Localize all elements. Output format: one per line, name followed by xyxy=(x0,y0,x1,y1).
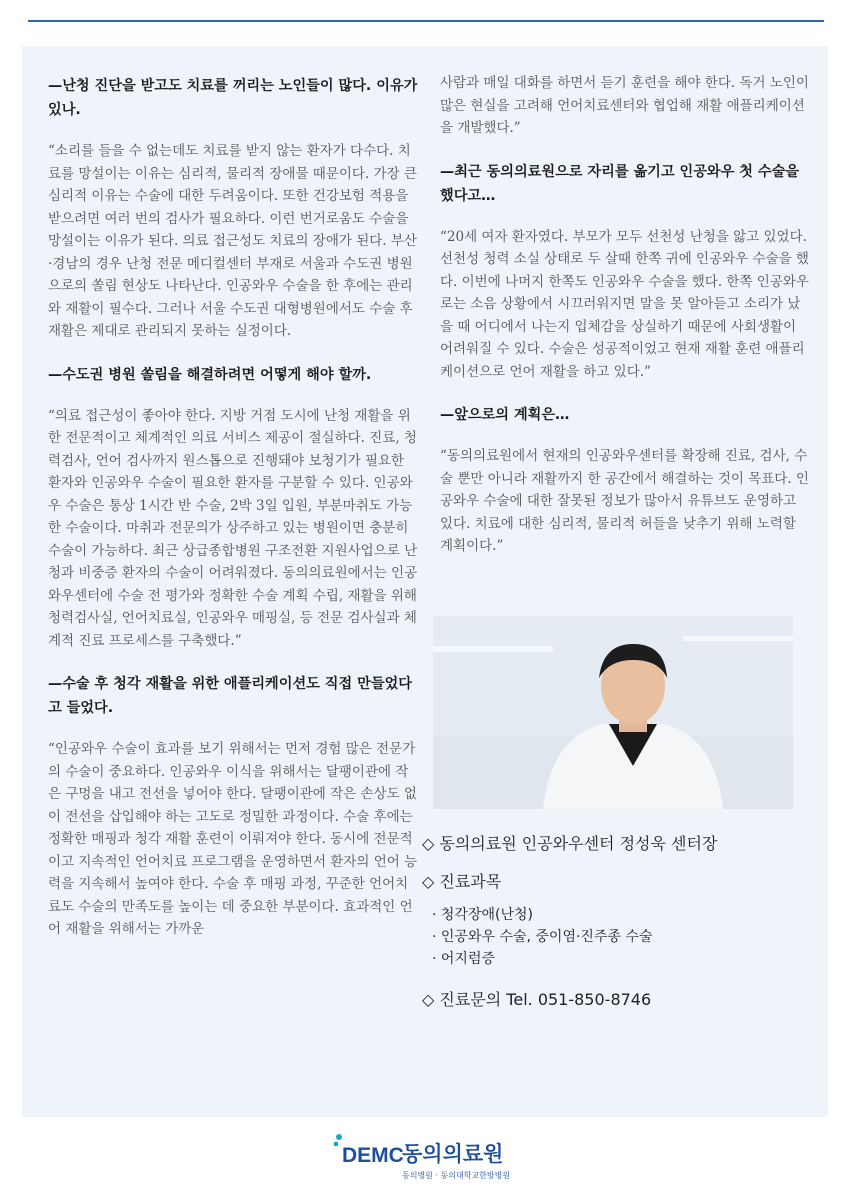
left-column xyxy=(48,74,418,961)
question-5: —앞으로의 계획은… xyxy=(440,407,570,423)
question-3: —수술 후 청각 재활을 위한 애플리케이션도 직접 만들었다고 들었다. xyxy=(48,676,412,716)
top-divider xyxy=(28,20,824,22)
department-item: · 청각장애(난청) xyxy=(432,907,533,923)
demc-logo xyxy=(332,1130,532,1184)
logo-mark: DEMC xyxy=(342,1144,404,1167)
answer-3: “인공와우 수술이 효과를 보기 위해서는 먼저 경험 많은 전문가의 수술이 중요하다. 인공와우 이식을 위해서는 달팽이관에 작은 구멍을 내고 전선을 넣어야 한다. 달팽이관에 작은 손상도 없이 전선을 삽입해야 하는 고도로 정밀한 과정이다. 수술 후에는 정확한 매핑과 청각 재활 훈련이 이뤄져야 한다. 동시에 전문적이고 지속적인 언어치료 프로그램을 운영하면서 환자의 언어 능력을 지속해서 높여야 한다. 수술 후 매핑 과정, 꾸준한 언어치료도 수술의 만족도를 높이는 데 중요한 부분이다. 효과적인 언어 재활을 위해서는 가까운 xyxy=(48,741,418,937)
logo-name: 동의의료원 xyxy=(402,1142,504,1166)
department-item: · 어지럼증 xyxy=(432,951,495,967)
answer-1: “소리를 들을 수 없는데도 치료를 받지 않는 환자가 다수다. 치료를 망설이는 이유는 심리적, 물리적 장애물 때문이다. 가장 큰 심리적 이유는 수술에 대한 두려움이다. 또한 건강보험 적용을 받으려면 여러 번의 검사가 필요하다. 이런 번거로움도 수술을 망설이는 이유가 된다. 의료 접근성도 치료의 장애가 된다. 부산·경남의 경우 난청 전문 메디컬센터 부재로 서울과 수도권 병원으로의 쏠림 현상도 나타난다. 인공와우 수술을 한 후에는 관리와 재활이 필수다. 그러나 서울 수도권 대형병원에서도 수술 후 재활은 제대로 관리되지 못하는 실정이다. xyxy=(48,143,417,339)
answer-4: “20세 여자 환자였다. 부모가 모두 선천성 난청을 앓고 있었다. 선천성 청력 소실 상태로 두 살때 한쪽 귀에 인공와우 수술을 했다. 이번에 나머지 한쪽도 인공와우 수술을 했다. 한쪽 인공와우로는 소음 상황에서 시끄러워지면 말을 못 알아듣고 소리가 났을 때 어디에서 나는지 입체감을 상실하기 때문에 사회생활이 어려워질 수 있다. 수술은 성공적이었고 현재 재활 훈련 애플리케이션으로 언어 재활을 하고 있다.” xyxy=(440,228,809,380)
answer-3-continued: 사람과 매일 대화를 하면서 듣기 훈련을 해야 한다. 독거 노인이 많은 현실을 고려해 언어치료센터와 협업해 재활 애플리케이션을 개발했다.” xyxy=(440,75,809,136)
answer-2: “의료 접근성이 좋아야 한다. 지방 거점 도시에 난청 재활을 위한 전문적이고 체계적인 의료 서비스 제공이 절실하다. 진료, 청력검사, 언어 검사까지 원스톱으로 진행돼야 보청기가 필요한 환자와 인공와우 수술이 필요한 환자를 구분할 수 있다. 인공와우 수술은 통상 1시간 반 수술, 2박 3일 입원, 부분마취도 가능한 수술이다. 마취과 전문의가 상주하고 있는 병원이면 충분히 수술이 가능하다. 최근 상급종합병원 구조전환 지원사업으로 난청과 비중증 환자의 수술이 어려워졌다. 동의의료원에서는 인공와우센터에 수술 전 평가와 정확한 수술 계획 수립, 재활을 위해 청력검사실, 언어치료실, 인공와우 매핑실, 등 전문 검사실과 체계적 진료 프로세스를 구축했다.” xyxy=(48,407,418,649)
question-2: —수도권 병원 쏠림을 해결하려면 어떻게 해야 할까. xyxy=(48,366,372,383)
question-1: —난청 진단을 받고도 치료를 꺼리는 노인들이 많다. 이유가 있나. xyxy=(48,78,418,118)
hospital-logo xyxy=(332,1130,532,1184)
right-column xyxy=(440,74,810,578)
department-heading: ◇ 진료과목 xyxy=(422,872,502,891)
logo-subtitle: 동의병원 · 동의대학교한방병원 xyxy=(402,1171,511,1180)
doctor-info xyxy=(422,832,802,1026)
question-4: —최근 동의의료원으로 자리를 옮기고 인공와우 첫 수술을 했다고… xyxy=(440,163,800,204)
doctor-title: ◇ 동의의료원 인공와우센터 정성욱 센터장 xyxy=(422,834,718,853)
doctor-photo xyxy=(433,616,793,809)
doctor-portrait-image xyxy=(433,616,793,809)
department-item: · 인공와우 수술, 중이염·진주종 수술 xyxy=(432,929,653,945)
contact-info: ◇ 진료문의 Tel. 051-850-8746 xyxy=(422,990,652,1009)
answer-5: “동의의료원에서 현재의 인공와우센터를 확장해 진료, 검사, 수술 뿐만 아니라 재활까지 한 공간에서 해결하는 것이 목표다. 인공와우 수술에 대한 잘못된 정보가 많아서 유튜브도 운영하고 있다. 치료에 대한 심리적, 물리적 허들을 낮추기 위해 노력할 계획이다.” xyxy=(440,448,809,554)
department-list xyxy=(422,904,802,970)
